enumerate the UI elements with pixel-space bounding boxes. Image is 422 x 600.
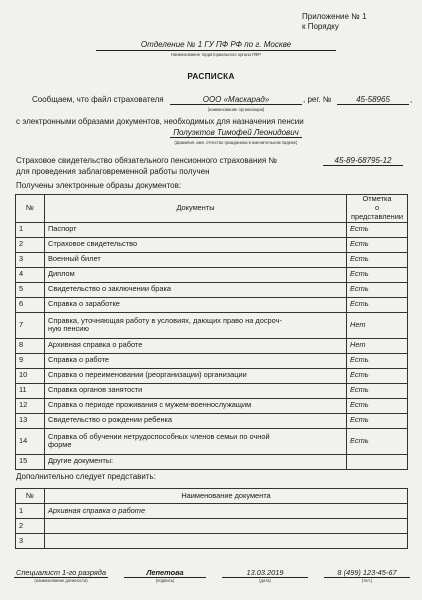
pension-text: с электронными образами документов, необходимых для назначения пенсии [16, 117, 304, 126]
row-doc [45, 312, 347, 338]
row-num: 3 [16, 252, 45, 267]
row-mark: Есть [347, 413, 408, 428]
row-mark: Есть [347, 428, 408, 454]
row-mark: Есть [347, 383, 408, 398]
phone-caption: (тел.) [361, 578, 373, 583]
row-num: 8 [16, 338, 45, 353]
row-num: 1 [16, 222, 45, 237]
row-num: 11 [16, 383, 45, 398]
row-mark: Есть [347, 252, 408, 267]
phone-number: 8 (499) 123-45-67 [324, 568, 410, 578]
row-num: 9 [16, 353, 45, 368]
signer-position: Специалист 1-го разряда [15, 568, 107, 577]
row-mark: Есть [347, 353, 408, 368]
row-mark: Есть [347, 237, 408, 252]
row-num: 2 [16, 237, 45, 252]
additional-table [15, 488, 408, 549]
sign-date: 13.03.2019 [222, 568, 308, 578]
row-num: 6 [16, 297, 45, 312]
header-mark-line2: о представлении [351, 202, 403, 221]
person-name: Полуэктов Тимофей Леонидович [170, 128, 302, 138]
row-mark: Есть [347, 368, 408, 383]
reg-suffix: , [410, 95, 413, 104]
certificate-text: Страховое свидетельство обязательного пенсионного страхования № [16, 156, 278, 165]
row-mark: Есть [347, 222, 408, 237]
table-row [16, 519, 408, 534]
document-title: РАСПИСКА [187, 72, 235, 81]
appendix-line2: к Порядку [302, 22, 339, 31]
table-row [16, 282, 408, 297]
table-row [16, 428, 408, 454]
table-row [16, 353, 408, 368]
row-num: 5 [16, 282, 45, 297]
row-num: 3 [16, 534, 45, 549]
row-doc: Справка органов занятости [45, 383, 347, 398]
table-row [16, 454, 408, 469]
certificate-number: 45-89-68795-12 [323, 156, 403, 166]
row-num: 7 [16, 312, 45, 338]
department-name: Отделение № 1 ГУ ПФ РФ по г. Москве [96, 40, 336, 51]
signer-position-caption: (наименование должности) [34, 578, 88, 583]
table-row [16, 297, 408, 312]
certificate-line2: для проведения заблаговременной работы получен [16, 167, 210, 176]
row-num: 12 [16, 398, 45, 413]
reg-number: 45-58965 [337, 95, 409, 105]
intro-text: Сообщаем, что файл страхователя [32, 95, 164, 104]
sign-date-caption: (дата) [259, 578, 271, 583]
table-row [16, 504, 408, 519]
header-num: № [16, 195, 45, 223]
table-row [16, 338, 408, 353]
row-doc: Справка о переименовании (реорганизации) организации [45, 368, 347, 383]
row-mark: Нет [347, 312, 408, 338]
row-doc [45, 428, 347, 454]
row-doc: Архивная справка о работе [45, 504, 408, 519]
insurer-name: ООО «Маскарад» [170, 95, 302, 105]
row-doc: Архивная справка о работе [45, 338, 347, 353]
table-row [16, 534, 408, 549]
row-doc-line2: форме [48, 440, 72, 450]
row-doc: Паспорт [45, 222, 347, 237]
table-row [16, 237, 408, 252]
extra-header-num: № [16, 489, 45, 504]
row-mark: Есть [347, 398, 408, 413]
row-mark [347, 454, 408, 469]
row-num: 10 [16, 368, 45, 383]
row-mark: Нет [347, 338, 408, 353]
row-mark: Есть [347, 267, 408, 282]
row-num: 14 [16, 428, 45, 454]
appendix-line1: Приложение № 1 [302, 12, 367, 21]
signature-caption: (подпись) [155, 578, 175, 583]
table-row [16, 398, 408, 413]
row-mark: Есть [347, 282, 408, 297]
row-doc-line1: Справка об обучении нетрудоспособных членов семьи по очной [48, 431, 270, 441]
row-doc: Свидетельство о заключении брака [45, 282, 347, 297]
header-mark-line1: Отметка [362, 194, 392, 203]
row-doc: Справка о периоде проживания с мужем-военнослужащим [45, 398, 347, 413]
row-num: 4 [16, 267, 45, 282]
additional-label: Дополнительно следует представить: [16, 472, 156, 481]
row-doc: Диплом [45, 267, 347, 282]
row-doc: Другие документы: [45, 454, 347, 469]
row-doc-line2: ную пенсию [48, 324, 89, 334]
table-row [16, 383, 408, 398]
row-doc-line1: Справка, уточняющая работу в условиях, дающих право на досроч- [48, 315, 282, 325]
documents-table [15, 194, 408, 470]
row-num: 15 [16, 454, 45, 469]
additional-table-header [16, 489, 408, 504]
table-row [16, 368, 408, 383]
table-row [16, 252, 408, 267]
insurer-caption: (наименование организации) [207, 107, 265, 112]
documents-table-header [16, 195, 408, 223]
table-row [16, 222, 408, 237]
row-num: 1 [16, 504, 45, 519]
row-doc [45, 519, 408, 534]
row-doc: Справка о заработке [45, 297, 347, 312]
department-caption: Наименование территориального органа ПФР [171, 52, 261, 57]
row-doc: Справка о работе [45, 353, 347, 368]
header-mark [347, 195, 408, 223]
row-num: 13 [16, 413, 45, 428]
row-mark: Есть [347, 297, 408, 312]
person-caption: (фамилия, имя, отчество гражданина в именительном падеже) [174, 140, 298, 145]
extra-header-doc: Наименование документа [45, 489, 408, 504]
reg-label: , рег. № [303, 95, 332, 104]
received-label: Получены электронные образы документов: [16, 181, 182, 190]
row-num: 2 [16, 519, 45, 534]
table-row [16, 413, 408, 428]
row-doc: Страховое свидетельство [45, 237, 347, 252]
row-doc: Военный билет [45, 252, 347, 267]
table-row [16, 267, 408, 282]
header-doc: Документы [45, 195, 347, 223]
table-row [16, 312, 408, 338]
row-doc [45, 534, 408, 549]
signature: Лепетова [124, 568, 206, 578]
row-doc: Свидетельство о рождении ребенка [45, 413, 347, 428]
